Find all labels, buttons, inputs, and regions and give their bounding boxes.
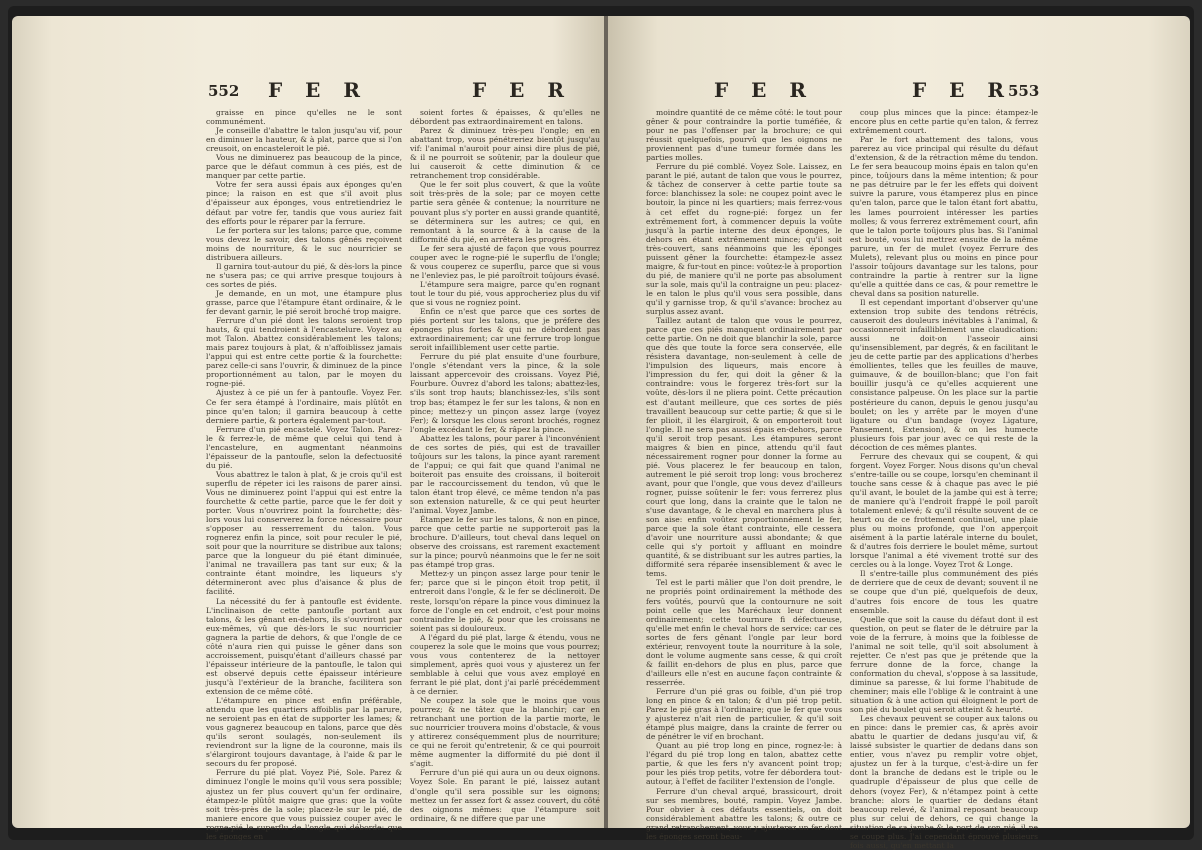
right-page-column-2 — [850, 108, 1038, 850]
paragraph: Votre fer sera aussi épais aux éponges qu'en pince; la raison en est que s'il avoit plus d'épaisseur aux éponges, vous entretiendriez le défaut par votre fer, tandis que vous auriez fait des efforts pour le réparer par la ferrure. — [206, 180, 402, 226]
paragraph: Parez & diminuez très-peu l'ongle; en en abattant trop, vous pénétreriez bientôt jusqu'au vif: l'animal n'auroit pour ainsi dire plus de pié, & il ne pourroit se soûtenir, par la douleur que lui causeroit & cette diminution & ce retranchement trop considérable. — [410, 126, 600, 181]
paragraph: Quelle que soit la cause du défaut dont il est question, on peut se flater de le détruire par la voie de la ferrure, à moins que la foiblesse de l'animal ne soit telle, qu'il soit absolument à rejetter. Ce n'est pas que je prétende que la ferrure donne de la force, change la conformation du cheval, s'oppose à sa lassitude, diminue sa paresse, & lui forme l'habitude de cheminer; mais elle l'oblige & le contraint à une situation & à une action qui éloignent le port de son pié du boulet qui seroit atteint & heurté. — [850, 614, 1038, 715]
paragraph: Ferrure d'un pié qui aura un ou deux oignons. Voyez Sole. En parant le pié, laissez autant d'ongle qu'il sera possible sur les oignons; mettez un fer assez fort & assez couvert, du côté des oignons mêmes: que l'étampure soit ordinaire, & ne differe que par une — [410, 768, 600, 823]
paragraph: Ne coupez la sole que le moins que vous pourrez; & ne tâtez que la blanchir; car en retranchant une portion de la partie morte, le suc nourricier trouvera moins d'obstacle, & vous y attirerez conséquemment plus de nourriture; ce qui ne feroit qu'entretenir, & ce qui pourroit même augmenter la difformité du pié dont il s'agit. — [410, 696, 600, 769]
paragraph: La nécessité du fer à pantoufle est évidente. L'inclinaison de cette pantoufle portant aux talons, & les gênant en-dehors, ils s'ouvriront par eux-mêmes, vû que dès-lors le suc nourricier gagnera la partie de dehors, & que l'ongle de ce côté n'aura rien qui puisse le gêner dans son accroissement, puisqu'étant d'ailleurs chassé par l'épaisseur intérieure de la pantoufle, le talon qui est observé depuis cette épaisseur intérieure jusqu'à l'extérieur de la branche, facilitera son extension de ce même côté. — [206, 596, 402, 696]
paragraph: L'étampure sera maigre, parce qu'en rognant tout le tour du pié, vous approcheriez plus du vif que si vous ne rogniez point. — [410, 279, 600, 307]
paragraph: A l'égard du pié plat, large & étendu, vous ne couperez la sole que le moins que vous pourrez; vous vous contenterez de la nettoyer simplement, après quoi vous y ajusterez un fer semblable à celui que vous avez employé en ferrant le pié plat, dont j'ai parlé précédemment à ce dernier. — [410, 632, 600, 696]
paragraph: Ferrure d'un cheval arqué, brassicourt, droit sur ses membres, bouté, rampin. Voyez Jambe. Pour obvier à ces défauts essentiels, on doit considérablement abattre les talons; & outre ce grand retranchement, vous y ajusterez un fer dont les éponges seront beau- — [646, 786, 842, 841]
paragraph: L'étampure en pince est enfin préférable, attendu que les quartiers affoiblis par la parure, ne seroient pas en état de supporter les lames; & vous gagnerez beaucoup en talons, parce que dès qu'ils seront soulagés, non-seulement ils reviendront sur la ligne de la couronne, mais ils s'élargiront toujours davantage, à l'aide & par le secours du fer proposé. — [206, 696, 402, 769]
paragraph: graisse en pince qu'elles ne le sont communément. — [206, 108, 402, 127]
running-head-right-col1: F E R — [714, 78, 814, 102]
right-page — [608, 16, 1190, 850]
paragraph: Il est cependant important d'observer qu'une extension trop subite des tendons rétrécis, causeroit des douleurs inévitables à l'animal, & occasionneroit infailliblement une claudication: aussi ne doit-on l'asseoir ainsi qu'insensiblement, par degrés, & en facilitant le jeu de cette partie par des applications d'herbes émollientes, telles que les feuilles de mauve, guimauve, & de bouillon-blanc; que l'on fait bouillir jusqu'à ce qu'elles acquierent une consistance palpeuse. On les place sur la partie postérieure du canon, depuis le genou jusqu'au boulet; on les y arrête par le moyen d'une ligature ou d'un bandage (voyez Ligature, Pansement, Extension), & on les humecte plusieurs fois par jour avec ce qui reste de la décoction de ces mêmes plantes. — [850, 297, 1038, 452]
paragraph: Taillez autant de talon que vous le pourrez, parce que ces piés manquent ordinairement par cette partie. On ne doit que blanchir la sole, parce que dès que toute la force sera conservée, elle résistera davantage, non-seulement à celle de l'impulsion des liqueurs, mais encore à l'impression du fer, qui doit la gêner & la contraindre: vous le forgerez très-fort sur la voûte, dès-lors il ne pliera point. Cette précaution est d'autant meilleure, que ces sortes de piés travaillent beaucoup sur cette partie; & que si le fer plioit, il les élargiroit, & on emporteroit tout l'ongle. Il ne sera pas aussi épais en-dehors, parce qu'il seroit trop pesant. Les étampures seront maigres & bien en pince, attendu qu'il faut nécessairement rogner pour donner la forme au pié. Vous placerez le fer beaucoup en talon, autrement le pié seroit trop long: vous brocherez avant, pour que l'ongle, que vous devez d'ailleurs rogner, puisse soûtenir le fer: vous ferrerez plus court que long, dans la crainte que le talon ne s'use davantage, & le cheval en marchera plus à son aise: enfin voûtez proportionnément le fer, parce que la sole étant contrainte, elle cessera d'avoir une nourriture aussi abondante; & que celle qui s'y portoit y affluant en moindre quantité, & se distribuant sur les autres parties, la difformité sera réparée insensiblement & avec le tems. — [646, 316, 842, 579]
paragraph: moindre quantité de ce même côté: le tout pour gêner & pour contraindre la portie tuméfiée, & pour ne pas l'offenser par la brochure; ce qui réussit quelquefois, pourvû que les oignons ne proviennent pas d'une tumeur formée dans les parties molles. — [646, 108, 842, 163]
paragraph: Les chevaux peuvent se couper aux talons ou en pince: dans le premier cas, & après avoir abattu le quartier de dedans jusqu'au vif, & laissé subsister le quartier de dedans dans son entier, vous n'avez pu remplir votre objet, ajustez un fer à la turque, c'est-à-dire un fer dont la branche de dedans est le triple ou le quadruple d'épaisseur de plus que celle de dehors (voyez Fer), & n'étampez point à cette branche: alors le quartier de dedans étant beaucoup relevé, & l'animal reposant beaucoup plus sur celui de dehors, ce qui change la situation de sa jambe & le port de son pié, il ne se coupe plus. J'ai cependant éprouvé plusieurs fois aussi, qu'en mettant la — [850, 714, 1038, 850]
running-head-left-col2: F E R — [472, 78, 572, 102]
left-page-column-2 — [410, 108, 600, 823]
paragraph: Quant au pié trop long en pince, rognez-le: à l'égard du pié trop long en talon, abattez cette partie, & que les fers n'y avancent point trop; pour les piés trop petits, votre fer débordera tout-autour, à l'effet de faciliter l'extension de l'ongle. — [646, 741, 842, 787]
paragraph: Le fer portera sur les talons; parce que, comme vous devez le savoir, des talons gênés reçoivent moins de nourriture, & le suc nourricier se distribuera ailleurs. — [206, 225, 402, 262]
paragraph: Étampez le fer sur les talons, & non en pince, parce que cette partie ne supporteroit pas la brochure. D'ailleurs, tout cheval dans lequel on observe des croissans, est rarement exactement sur la pince; pourvû néanmoins que le fer ne soit pas étampé trop gras. — [410, 515, 600, 570]
left-page-column-1 — [206, 108, 402, 841]
open-book — [8, 6, 1194, 850]
paragraph: Ferrure du pié plat. Voyez Pié, Sole. Parez & diminuez l'ongle le moins qu'il vous sera possible; ajustez un fer plus couvert qu'un fer ordinaire, étampez-le plûtôt maigre que gras: que la voûte soit très-près de la sole; placez-le sur le pié, de maniere encore que vous puissiez couper avec le rogne-pié le superflu de l'ongle qui déborde: que les éponges en — [206, 768, 402, 841]
running-head-left-col1: F E R — [268, 78, 368, 102]
paragraph: Le fer sera ajusté de façon que vous pourrez couper avec le rogne-pié le superflu de l'ongle; & vous couperez ce superflu, parce que si vous ne l'enleviez pas, le pié paroîtroit toûjours évasé. — [410, 243, 600, 280]
paragraph: Que le fer soit plus couvert, & que la voûte soit très-près de la sole; par ce moyen cette partie sera gênée & contenue; la nourriture ne pouvant plus s'y porter en aussi grande quantité, se déterminera sur les autres; ce qui, en remontant à la source & à la cause de la difformité du pié, en arrêtera les progrès. — [410, 180, 600, 244]
paragraph: Je demande, en un mot, une étampure plus grasse, parce que l'étampure étant ordinaire, & le fer devant garnir, le pié seroit broché trop maigre. — [206, 288, 402, 317]
paragraph: coup plus minces que la pince: étampez-le encore plus en cette partie qu'en talon, & ferrez extrêmement court. — [850, 108, 1038, 136]
paragraph: soient fortes & épaisses, & qu'elles ne débordent pas extraordinairement en talons. — [410, 108, 600, 127]
paragraph: Ferrure d'un pié gras ou foible, d'un pié trop long en pince & en talon; & d'un pié trop petit. Parez le pié gras à l'ordinaire; que le fer que vous y ajusterez n'ait rien de particulier, & qu'il soit étampé plus maigre, dans la crainte de ferrer ou de pénétrer le vif en brochant. — [646, 687, 842, 742]
paragraph: Il garnira tout-autour du pié, & dès-lors la pince ne s'usera pas; ce qui arrive presque toujours à ces sortes de piés. — [206, 261, 402, 289]
paragraph: Vous abattrez le talon à plat, & je crois qu'il est superflu de répeter ici les raisons de parer ainsi. Vous ne diminuerez point l'appui qui est entre la fourchette & cette partie, parce que le fer doit y porter. Vous n'ouvrirez point la fourchette; dès-lors vous lui conserverez la force nécessaire pour s'opposer au resserrement du talon. Vous rognerez enfin la pince, soit pour reculer le pié, soit pour que la nourriture se distribue aux talons; parce que la longueur du pié étant diminuée, l'animal ne travaillera pas tant sur eux; & la contrainte étant moindre, les liqueurs s'y détermineront avec plus d'aisance & plus de facilité. — [206, 469, 402, 597]
paragraph: Je conseille d'abattre le talon jusqu'au vif, pour en diminuer la hauteur, & à plat, parce que si l'on creusoit, on encasteleroit le pié. — [206, 126, 402, 154]
paragraph: Mettez-y un pinçon assez large pour tenir le fer; parce que si le pinçon étoit trop petit, il entreroit dans l'ongle, & le fer se déclineroit. De reste, lorsqu'on répare la pince vous diminuez la force de l'ongle en cet endroit, c'est pour moins contraindre le pié, & pour que les croissans ne soient pas si douloureux. — [410, 569, 600, 633]
paragraph: Tel est le parti mâlier que l'on doit prendre, le ne propriés point ordinairement la méthode des fers voûtés, pourvû que la contournure ne soit point celle que les Maréchaux leur donnent ordinairement; cette tournure fi défectueuse, qu'elle met enfin le cheval hors de service: car ces sortes de fers gênant l'ongle par leur bord extérieur, renvoyent toute la nourriture à la sole, dont le volume augmente sans cesse, & qui croît & faillit en-dehors de plus en plus, parce que d'ailleurs elle n'est en aucune façon contrainte & resserrée. — [646, 578, 842, 687]
paragraph: Vous ne diminuerez pas beaucoup de la pince, parce que le défaut commun à ces piés, est de manquer par cette partie. — [206, 153, 402, 181]
paragraph: Ferrure des chevaux qui se coupent, & qui forgent. Voyez Forger. Nous disons qu'un cheval s'entre-taille ou se coupe, lorsqu'en cheminant il touche sans cesse & à chaque pas avec le pié qu'il avant, le boulet de la jambe qui est à terre; de maniere qu'à l'endroit frappé le poil paroît totalement enlevé; & qu'il résulte souvent de ce heurt ou de ce frottement continuel, une plaie plus ou moins profonde, que l'on apperçoit aisément à la partie latérale interne du boulet, & d'autres fois derriere le boulet même, surtout lorsque l'animal a été vivement trotté sur des cercles ou à la longe. Voyez Trot & Longe. — [850, 451, 1038, 570]
page-number-left: 552 — [208, 82, 240, 100]
paragraph: Enfin ce n'est que parce que ces sortes de piés portent sur les talons, que je préfere des éponges plus fortes & qui ne débordent pas extraordinairement; car une ferrure trop longue seroit infailliblement user cette partie. — [410, 307, 600, 353]
paragraph: Ferrure du pié plat ensuite d'une fourbure, l'ongle s'étendant vers la pince, & la sole laissant appercevoir des croissans. Voyez Pié, Fourbure. Ouvrez d'abord les talons; abattez-les, s'ils sont trop hauts; blanchissez-les, s'ils sont trop bas; étampez le fer sur les talons, & non en pince; mettez-y un pinçon assez large (voyez Fer); & lorsque les clous seront brochés, rognez l'ongle excédant le fer, & râpez la pince. — [410, 352, 600, 434]
paragraph: Ferrure d'un pié encastelé. Voyez Talon. Parez-le & ferrez-le, de même que celui qui tend à l'encastelure, en augmentant néanmoins l'épaisseur de la pantoufle, selon la defectuosité du pié. — [206, 424, 402, 470]
paragraph: Abattez les talons, pour parer à l'inconvénient de ces sortes de piés, qui est de travailler toûjours sur les talons, la pince ayant rarement de l'appui; ce qui fait que quand l'animal ne boiteroit pas ensuite des croissans, il boiteroit par le raccourcissement du tendon, vû que le talon étant trop élevé, ce même tendon n'a pas son extension naturelle, & ce qui peut heurter l'animal. Voyez Jambe. — [410, 433, 600, 516]
paragraph: Ferrure d'un pié dont les talons seroient trop hauts, & qui tendroient à l'encastelure. Voyez au mot Talon. Abattez considérablement les talons; mais parez toujours à plat, & n'affoiblissez jamais l'appui qui est entre cette portie & la fourchette: parez celle-ci sans l'ouvrir, & diminuez de la pince proportionnément au talon, par le moyen du rogne-pié. — [206, 316, 402, 389]
paragraph: Par le fort abattement des talons, vous parerez au vice principal qui résulte du défaut d'extension, & de la rétraction même du tendon. Le fer sera beaucoup moins épais en talon qu'en pince, toûjours dans la même intention; & pour ne pas détruire par le fer les effets qui doivent suivre la parure, vous étamperez plus en pince qu'en talon, parce que le talon étant fort abattu, les lames pourroient intéresser les parties molles; & vous ferrerez extrêmement court, afin que le talon porte toûjours plus bas. Si l'animal est bouté, vous lui mettrez ensuite de la même parure, un fer de mulet (voyez Ferrure des Mulets), relevant plus ou moins en pince pour l'assoir toûjours davantage sur les talons, pour contraindre la partie à rentrer sur la ligne qu'elle a quittée dans ce cas, & pour remettre le cheval dans sa position naturelle. — [850, 135, 1038, 298]
running-head-right-col2: F E R — [912, 78, 1012, 102]
left-page — [12, 16, 604, 841]
paragraph: Ajustez à ce pié un fer à pantoufle. Voyez Fer. Ce fer sera étampé à l'ordinaire, mais plûtôt en pince qu'en talon; il garnira beaucoup à cette derniere partie, & portera également par-tout. — [206, 388, 402, 425]
paragraph: Ferrure du pié comblé. Voyez Sole. Laissez, en parant le pié, autant de talon que vous le pourrez, & tâchez de conserver à cette partie toute sa force: blanchissez la sole: ne coupez point avec le boutoir, la pince ni les quartiers; mais ferrez-vous à cet effet du rogne-pié: forgez un fer extrêmement fort, à commencer depuis la voûte jusqu'à la partie interne des deux éponges, le dehors en étant extrêmement mince; qu'il soit très-couvert, sans néanmoins que les éponges puissent gêner la fourchette: étampez-le assez maigre, & fur-tout en pince: voûtez-le à proportion du pié, de maniere qu'il ne porte pas absolument sur la sole, mais qu'il la contraigne un peu: placez-le en talon le plus qu'il vous sera possible, dans qu'il y garnisse trop, & qu'il s'avance: brochez au surplus assez avant. — [646, 162, 842, 317]
right-page-column-1 — [646, 108, 842, 841]
paragraph: Il s'entre-taille plus communément des piés de derriere que de ceux de devant; souvent il ne se coupe que d'un pié, quelquefois de deux, d'autres fois encore de tous les quatre ensemble. — [850, 569, 1038, 615]
page-number-right: 553 — [1008, 82, 1040, 100]
